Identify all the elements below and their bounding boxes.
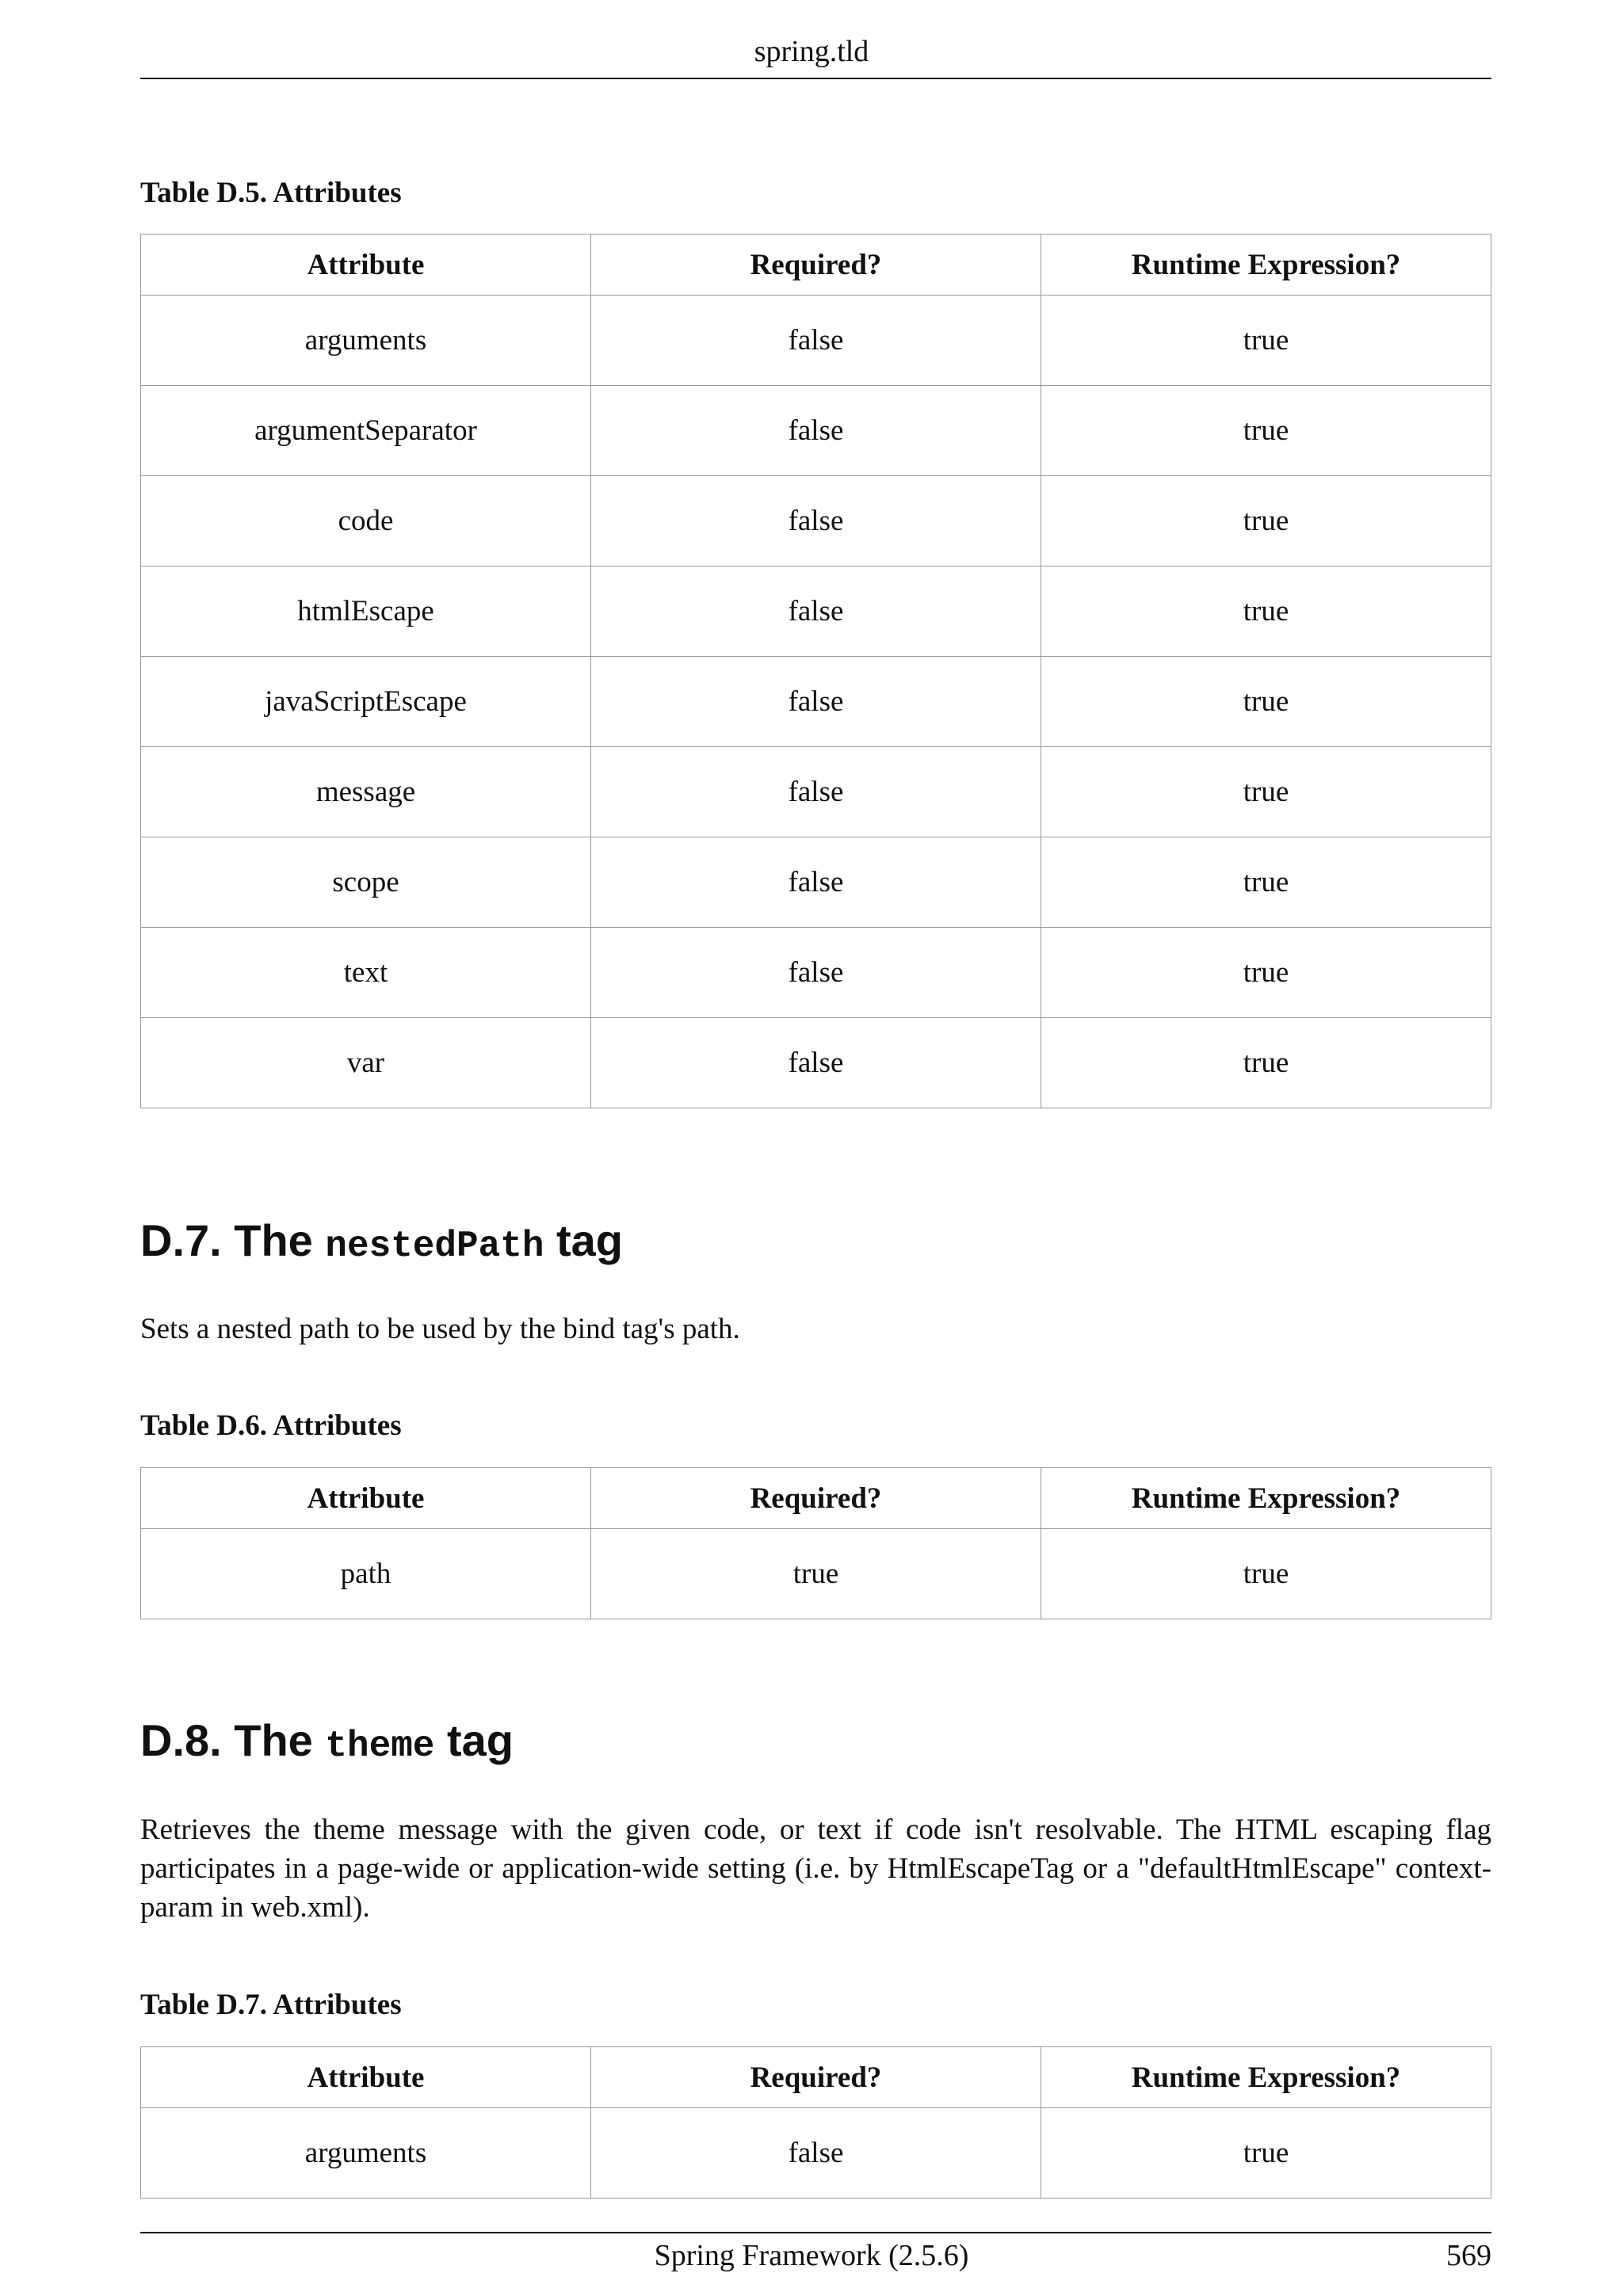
table-caption-d7: Table D.7. Attributes xyxy=(140,1989,402,2021)
table-row xyxy=(141,386,1491,476)
section-suffix: tag xyxy=(544,1215,623,1265)
table-row xyxy=(141,296,1491,386)
table-cell: true xyxy=(1041,1529,1491,1619)
table-row xyxy=(141,2108,1491,2199)
table-row xyxy=(141,1018,1491,1108)
table-cell: false xyxy=(591,296,1041,386)
table-cell: javaScriptEscape xyxy=(141,657,591,747)
table-cell: true xyxy=(1041,747,1491,837)
table-cell: true xyxy=(1041,566,1491,657)
table-cell: false xyxy=(591,386,1041,476)
table-cell: false xyxy=(591,747,1041,837)
table-cell: true xyxy=(1041,837,1491,928)
table-header-row xyxy=(141,2047,1491,2108)
column-header: Attribute xyxy=(141,235,591,296)
footer-rule xyxy=(140,2232,1491,2233)
table-caption-d5: Table D.5. Attributes xyxy=(140,177,402,209)
table-cell: true xyxy=(1041,476,1491,566)
footer-title: Spring Framework (2.5.6) xyxy=(654,2239,969,2272)
table-cell: false xyxy=(591,476,1041,566)
table-cell: true xyxy=(591,1529,1041,1619)
section-number: D.7. The xyxy=(140,1215,326,1265)
table-cell: true xyxy=(1041,1018,1491,1108)
table-cell: argumentSeparator xyxy=(141,386,591,476)
table-cell: false xyxy=(591,928,1041,1018)
table-cell: arguments xyxy=(141,2108,591,2199)
tag-name-code: theme xyxy=(325,1726,435,1767)
table-cell: true xyxy=(1041,296,1491,386)
column-header: Required? xyxy=(591,2047,1041,2108)
table-cell: true xyxy=(1041,386,1491,476)
table-cell: message xyxy=(141,747,591,837)
section-description-d7: Sets a nested path to be used by the bind tag's path. xyxy=(140,1313,740,1345)
section-suffix: tag xyxy=(434,1715,514,1765)
table-cell: htmlEscape xyxy=(141,566,591,657)
header-rule xyxy=(140,78,1491,79)
column-header: Attribute xyxy=(141,1468,591,1529)
tag-name-code: nestedPath xyxy=(325,1226,544,1267)
section-heading-d8 xyxy=(140,1714,514,1772)
table-row xyxy=(141,1529,1491,1619)
column-header: Required? xyxy=(591,235,1041,296)
section-heading-d7 xyxy=(140,1215,623,1272)
table-row xyxy=(141,928,1491,1018)
page-header-title: spring.tld xyxy=(754,35,869,68)
table-cell: false xyxy=(591,566,1041,657)
table-cell: arguments xyxy=(141,296,591,386)
column-header: Required? xyxy=(591,1468,1041,1529)
section-number: D.8. The xyxy=(140,1715,326,1765)
attributes-table-d5 xyxy=(140,234,1491,1108)
table-caption-d6: Table D.6. Attributes xyxy=(140,1409,402,1442)
table-cell: code xyxy=(141,476,591,566)
table-row xyxy=(141,476,1491,566)
table-cell: text xyxy=(141,928,591,1018)
table-header-row xyxy=(141,1468,1491,1529)
column-header: Attribute xyxy=(141,2047,591,2108)
table-cell: false xyxy=(591,2108,1041,2199)
table-cell: path xyxy=(141,1529,591,1619)
table-cell: true xyxy=(1041,928,1491,1018)
attributes-table-d7 xyxy=(140,2046,1491,2199)
table-row xyxy=(141,566,1491,657)
table-cell: false xyxy=(591,837,1041,928)
table-header-row xyxy=(141,235,1491,296)
table-row xyxy=(141,657,1491,747)
table-cell: true xyxy=(1041,2108,1491,2199)
page-number: 569 xyxy=(1446,2239,1491,2272)
table-cell: false xyxy=(591,1018,1041,1108)
table-row xyxy=(141,747,1491,837)
column-header: Runtime Expression? xyxy=(1041,235,1491,296)
column-header: Runtime Expression? xyxy=(1041,1468,1491,1529)
table-cell: false xyxy=(591,657,1041,747)
table-cell: scope xyxy=(141,837,591,928)
column-header: Runtime Expression? xyxy=(1041,2047,1491,2108)
attributes-table-d6 xyxy=(140,1467,1491,1619)
table-cell: var xyxy=(141,1018,591,1108)
table-row xyxy=(141,837,1491,928)
section-description-d8: Retrieves the theme message with the given code, or text if code isn't resolvable. The HTML escaping flag participates in a page-wide or application-wide setting (i.e. by HtmlEscapeTag or a "defaultHtmlEscape" context-param in web.xml). xyxy=(140,1814,1491,1924)
table-cell: true xyxy=(1041,657,1491,747)
